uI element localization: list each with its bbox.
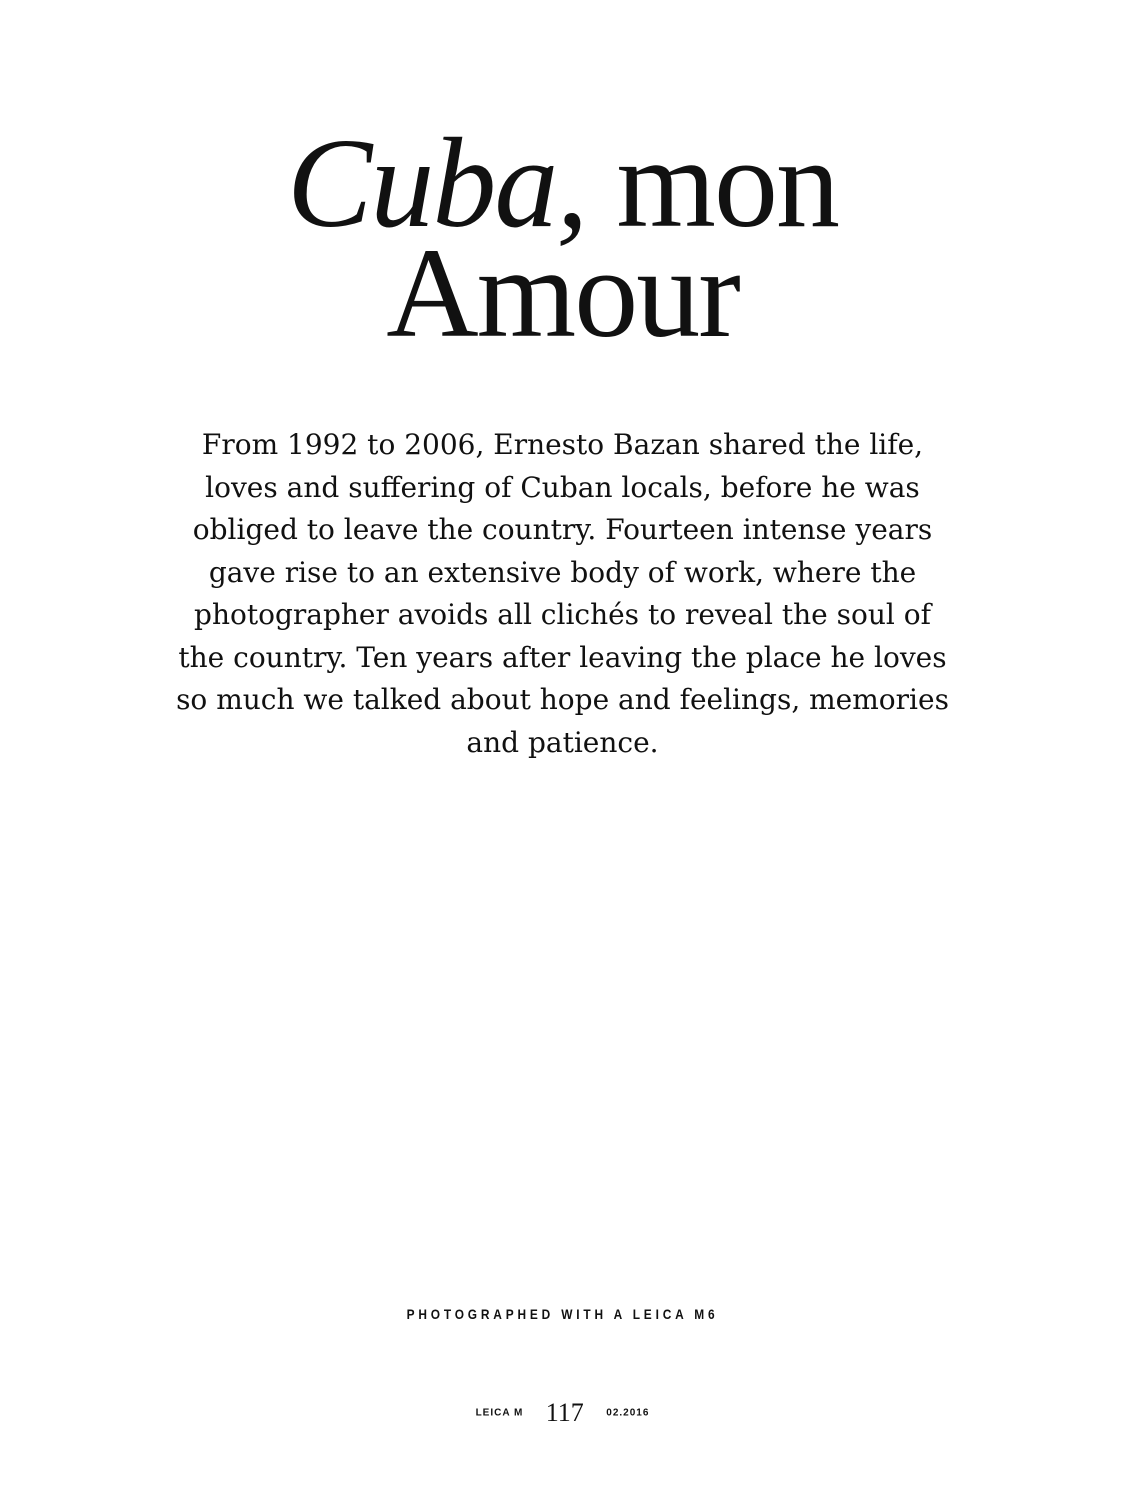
title-line1-rest: mon [586,112,838,254]
page-number: 117 [545,1398,584,1427]
photo-credit: PHOTOGRAPHED WITH A LEICA M6 [406,1306,719,1322]
title-italic: Cuba, [287,112,587,254]
issue-date: 02.2016 [606,1407,650,1419]
title-line2: Amour [386,222,739,364]
article-title [0,112,1125,364]
page-footer [0,1398,1125,1428]
intro-paragraph: From 1992 to 2006, Ernesto Bazan shared the life, loves and suffering of Cuban locals, before he was obliged to leave the country. Fourteen intense years gave rise to an extensive body of work, where the photographer avoids all clichés to reveal the soul of the country. Ten years after leaving the place he loves so much we talked about hope and feelings, memories and patience. [176,428,949,759]
magazine-name: LEICA M [475,1407,524,1419]
